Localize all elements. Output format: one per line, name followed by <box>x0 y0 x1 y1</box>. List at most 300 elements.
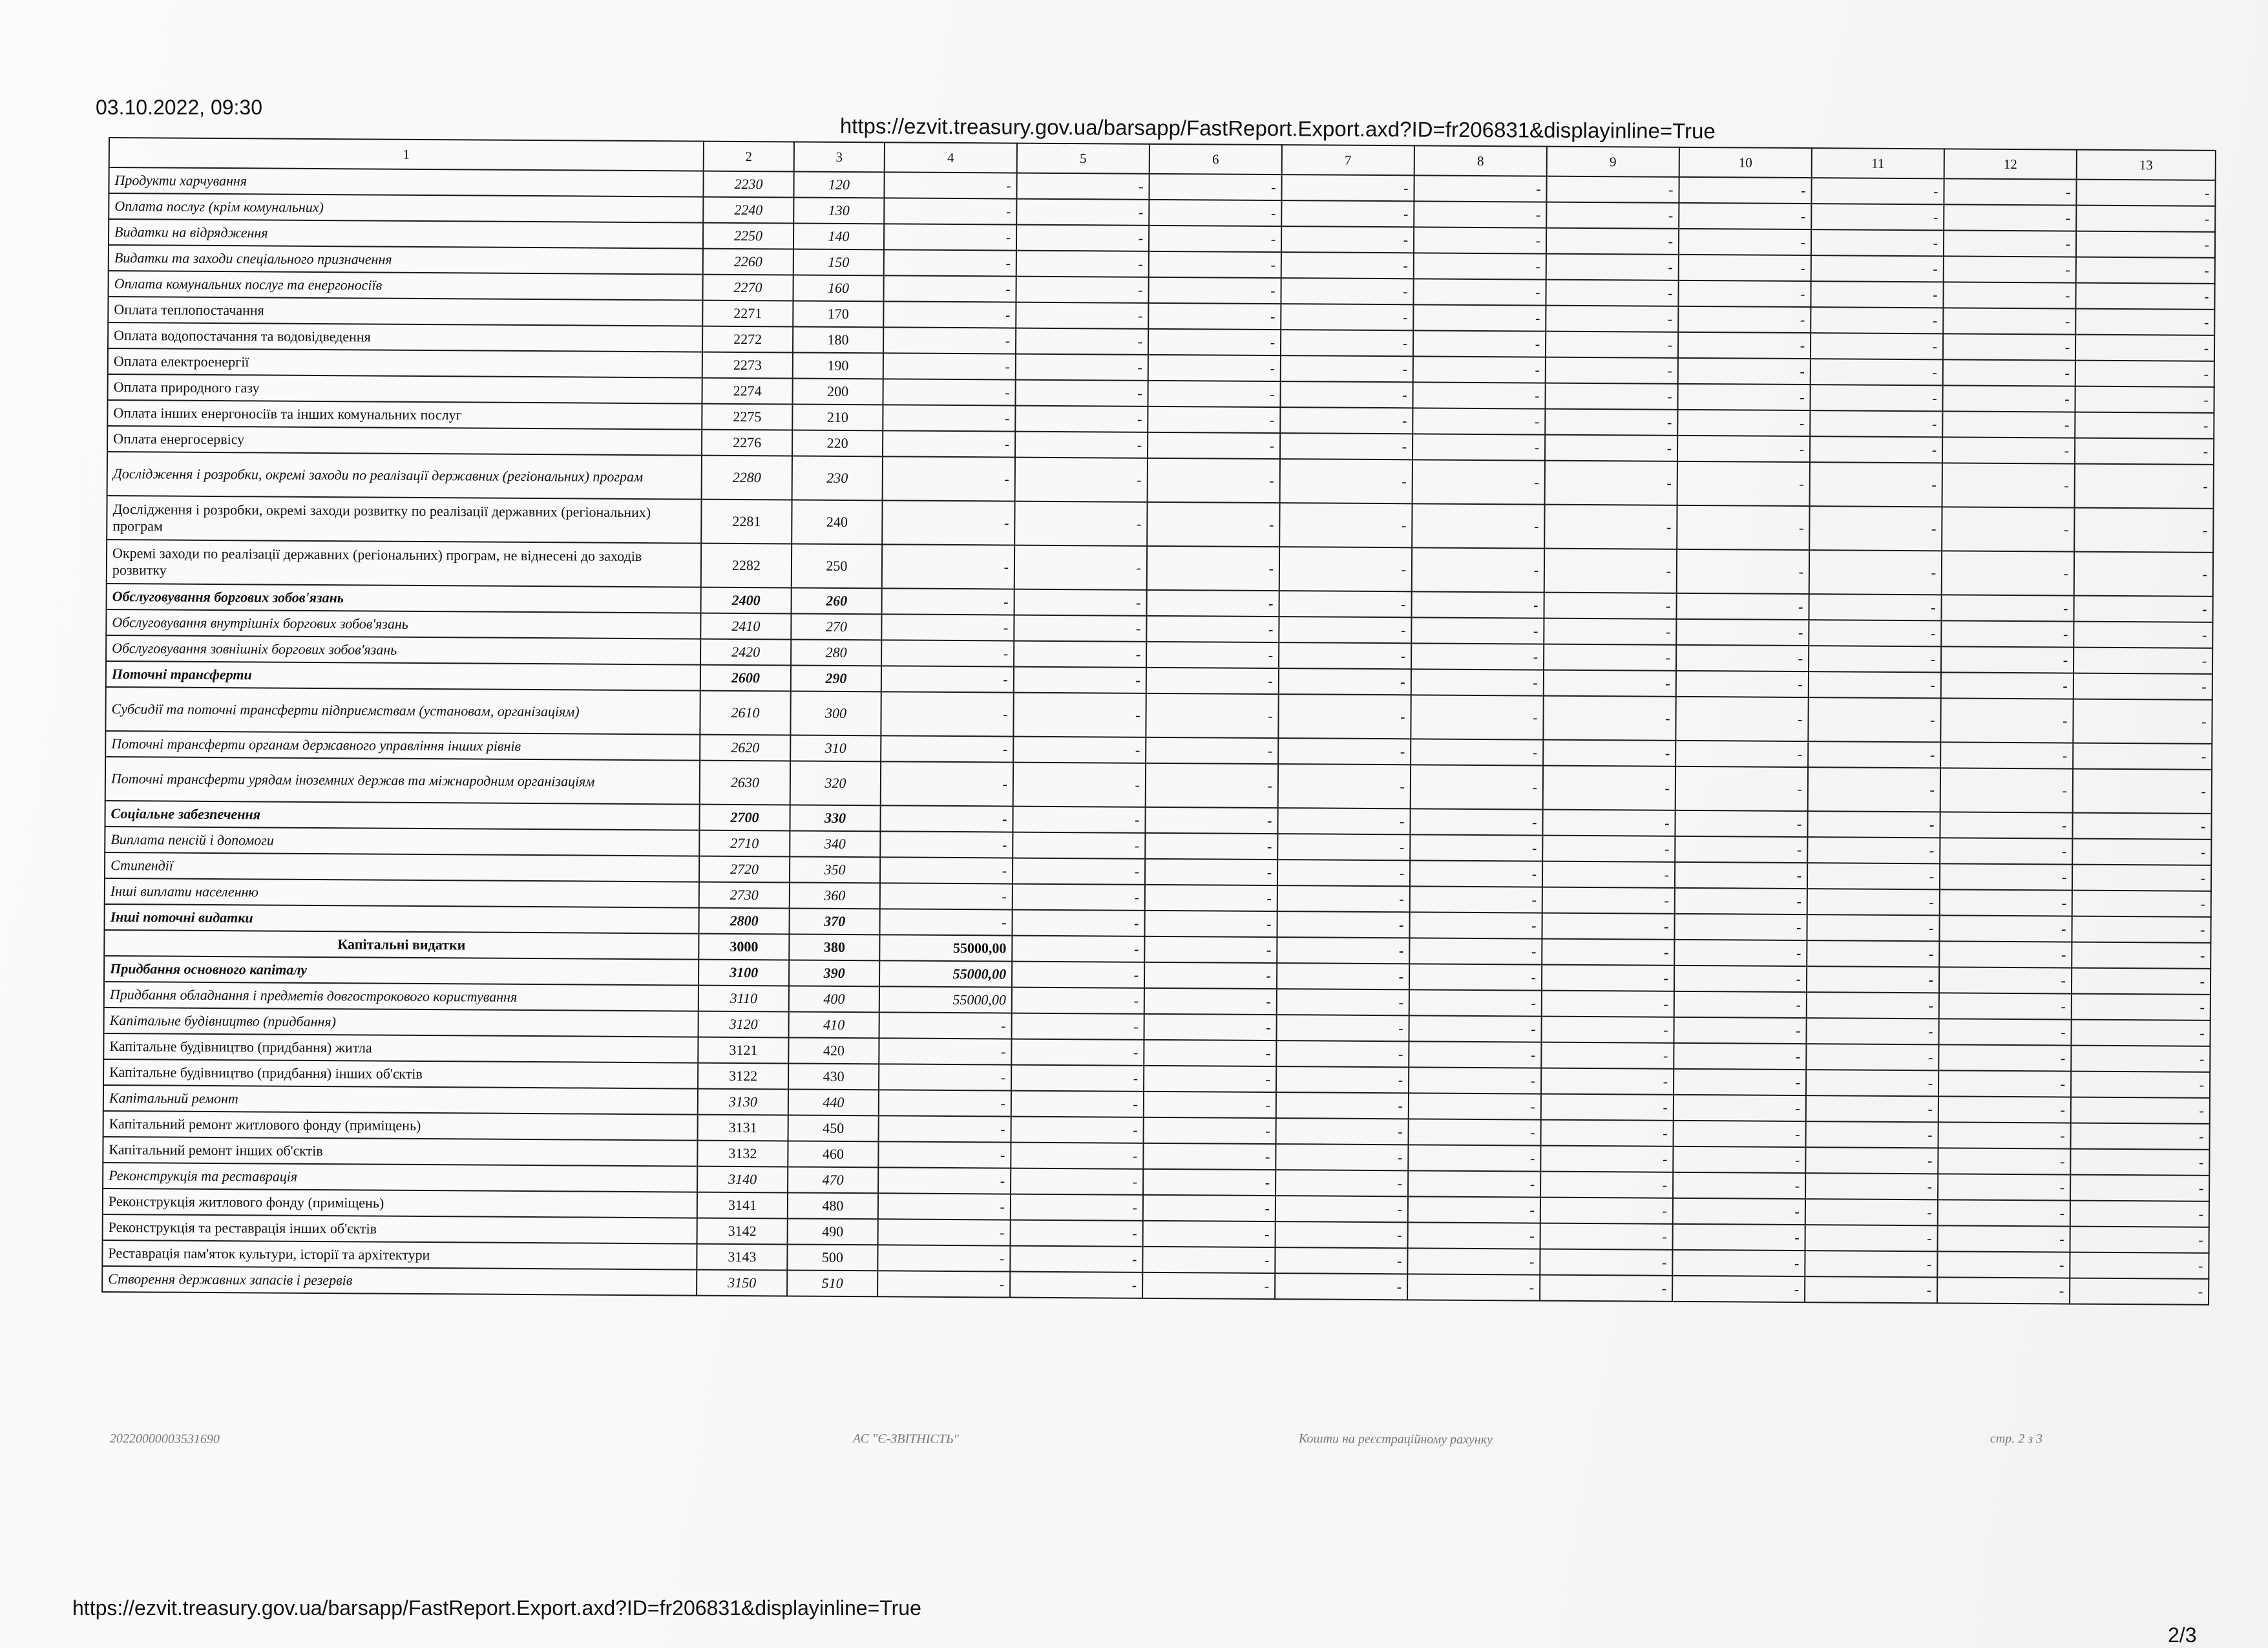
cell-value: - <box>1410 808 1542 835</box>
column-number: 2 <box>704 142 794 172</box>
cell-value: - <box>1408 1196 1540 1223</box>
cell-value: - <box>2075 309 2214 335</box>
line-code: 350 <box>790 856 880 883</box>
cell-value: - <box>1412 408 1545 434</box>
cell-value: - <box>1544 670 1676 697</box>
cell-value: - <box>1014 502 1147 546</box>
cell-value: - <box>1675 697 1808 741</box>
cell-value: - <box>1674 914 1807 940</box>
cell-value: - <box>2075 386 2214 413</box>
kekv-code: 2273 <box>702 352 793 379</box>
cell-value: - <box>877 1271 1010 1297</box>
cell-value: - <box>1811 178 1944 204</box>
cell-value: - <box>1144 936 1277 963</box>
cell-value: - <box>1146 642 1279 668</box>
cell-value: - <box>1409 938 1542 964</box>
column-number: 4 <box>885 142 1017 173</box>
cell-value: - <box>1541 1120 1674 1146</box>
row-name: Дослідження і розробки, окремі заходи по реалізації державних (регіональних) програм <box>107 452 702 500</box>
line-code: 430 <box>788 1063 879 1090</box>
cell-value: - <box>2071 1097 2210 1124</box>
line-code: 420 <box>788 1037 879 1064</box>
line-code: 370 <box>789 908 879 935</box>
cell-value: - <box>1807 966 1939 993</box>
cell-value: - <box>1543 740 1675 766</box>
cell-value: - <box>1810 462 1942 507</box>
cell-value: - <box>1806 1018 1938 1044</box>
cell-value: - <box>2072 942 2210 969</box>
cell-value: - <box>1941 620 2074 647</box>
cell-value: - <box>2074 673 2212 700</box>
kekv-code: 2720 <box>699 856 790 883</box>
column-number: 11 <box>1812 148 1944 178</box>
cell-value: - <box>1413 356 1546 383</box>
cell-value: - <box>1142 1273 1275 1299</box>
cell-value: - <box>2070 1278 2209 1305</box>
line-code: 220 <box>792 430 883 456</box>
account-note: Кошти на реєстраційному рахунку <box>1298 1431 1493 1447</box>
line-code: 470 <box>788 1167 878 1193</box>
cell-value: - <box>1674 1043 1806 1070</box>
kekv-code: 3130 <box>698 1089 788 1115</box>
cell-value: - <box>1540 1172 1673 1198</box>
cell-value: - <box>1938 1122 2070 1148</box>
cell-value: - <box>1673 1146 1805 1173</box>
cell-value: - <box>1144 962 1277 989</box>
cell-value: - <box>1938 1199 2070 1226</box>
cell-value: - <box>1015 406 1148 432</box>
cell-value: - <box>2076 180 2215 206</box>
line-code: 510 <box>787 1270 877 1296</box>
cell-value: - <box>1144 1040 1276 1066</box>
line-code: 360 <box>790 882 880 909</box>
cell-value: - <box>1015 432 1148 458</box>
line-code: 490 <box>788 1218 878 1245</box>
cell-value: - <box>1811 255 1944 282</box>
cell-value: - <box>879 1012 1012 1039</box>
cell-value: - <box>1938 1096 2071 1123</box>
cell-value: - <box>1277 860 1410 886</box>
cell-value: - <box>1145 807 1277 834</box>
cell-value: - <box>1276 1170 1408 1196</box>
row-name: Окремі заходи по реалізації державних (регіональних) програм, не віднесені до заходів розвитку <box>107 540 701 587</box>
row-name: Оплата енергосервісу <box>107 426 702 456</box>
cell-value: - <box>2072 968 2210 995</box>
cell-value: - <box>1940 768 2073 812</box>
cell-value: - <box>1275 1247 1407 1274</box>
cell-value: - <box>1811 204 1944 230</box>
kekv-code: 2620 <box>700 735 790 761</box>
cell-value: - <box>1280 381 1412 408</box>
cell-value: - <box>880 857 1013 883</box>
cell-value: - <box>1279 668 1411 695</box>
cell-value: - <box>1013 807 1145 833</box>
cell-value: - <box>1148 381 1280 407</box>
cell-value: - <box>2073 743 2212 770</box>
cell-value: - <box>1677 461 1810 506</box>
cell-value: - <box>1280 433 1412 460</box>
cell-value: - <box>878 1219 1011 1245</box>
cell-value: - <box>1279 642 1411 669</box>
row-name: Капітальний ремонт інших об'єктів <box>103 1137 697 1167</box>
cell-value: - <box>1546 280 1678 306</box>
line-code: 230 <box>792 456 883 500</box>
cell-value: - <box>883 327 1016 354</box>
cell-value: - <box>2072 813 2211 840</box>
line-code: 500 <box>787 1244 877 1271</box>
line-code: 330 <box>790 805 880 831</box>
cell-value: - <box>1143 1169 1276 1196</box>
row-name: Оплата електроенергії <box>108 348 702 378</box>
cell-value: - <box>2075 412 2214 439</box>
row-name: Придбання основного капіталу <box>104 956 698 986</box>
kekv-code: 3131 <box>698 1115 788 1141</box>
cell-value: - <box>1412 547 1544 592</box>
line-code: 380 <box>789 934 879 960</box>
cell-value: - <box>1546 254 1679 280</box>
cell-value: - <box>1012 962 1144 988</box>
cell-value: - <box>1413 279 1546 305</box>
cell-value: - <box>1276 1092 1409 1119</box>
kekv-code: 3100 <box>698 960 789 986</box>
row-name: Реконструкція та реставрація <box>103 1163 697 1192</box>
column-number: 12 <box>1944 149 2077 179</box>
cell-value: - <box>2072 865 2211 891</box>
kekv-code: 3132 <box>697 1141 788 1167</box>
line-code: 120 <box>793 171 884 198</box>
cell-value: - <box>1277 937 1409 964</box>
cell-value: - <box>1281 355 1413 382</box>
cell-value: - <box>1277 808 1410 834</box>
cell-value: - <box>1674 966 1807 992</box>
cell-value: - <box>1943 308 2075 334</box>
kekv-code: 2800 <box>698 908 789 935</box>
cell-value: - <box>1675 810 1807 837</box>
column-number: 6 <box>1150 144 1282 174</box>
cell-value: - <box>2070 1123 2209 1150</box>
cell-value: - <box>2073 699 2212 744</box>
cell-value: - <box>881 614 1014 640</box>
row-name: Обслуговування внутрішніх боргових зобов'язань <box>106 609 700 639</box>
cell-value: - <box>1414 227 1546 253</box>
cell-value: 55000,00 <box>879 986 1012 1013</box>
cell-value: - <box>1011 1039 1144 1066</box>
cell-value: - <box>1540 1275 1672 1302</box>
kekv-code: 2710 <box>699 830 790 857</box>
cell-value: - <box>1280 459 1412 503</box>
cell-value: - <box>1810 385 1942 411</box>
kekv-code: 2274 <box>702 378 792 405</box>
cell-value: - <box>1676 593 1809 620</box>
cell-value: - <box>1673 1172 1805 1199</box>
cell-value: - <box>881 735 1013 762</box>
cell-value: - <box>1541 1068 1674 1095</box>
row-name: Оплата теплопостачання <box>108 297 702 326</box>
cell-value: - <box>1937 1277 2070 1304</box>
line-code: 210 <box>792 404 883 430</box>
cell-value: - <box>2071 1046 2210 1072</box>
cell-value: - <box>1942 463 2075 507</box>
cell-value: - <box>1943 282 2075 308</box>
cell-value: - <box>1281 174 1414 201</box>
cell-value: - <box>882 588 1014 615</box>
row-name: Видатки та заходи спеціального призначення <box>109 245 703 275</box>
cell-value: - <box>1544 549 1677 593</box>
cell-value: - <box>1413 304 1546 331</box>
cell-value: - <box>1011 1168 1143 1195</box>
cell-value: - <box>1941 672 2074 699</box>
cell-value: - <box>1143 1221 1276 1247</box>
cell-value: - <box>1016 302 1148 329</box>
cell-value: - <box>1148 432 1280 459</box>
cell-value: - <box>1277 834 1410 860</box>
cell-value: - <box>1408 1170 1540 1197</box>
cell-value: - <box>1545 435 1677 461</box>
line-code: 280 <box>791 639 881 666</box>
cell-value: - <box>1806 1044 1938 1070</box>
cell-value: - <box>1811 281 1943 308</box>
cell-value: - <box>1545 383 1677 410</box>
cell-value: - <box>2075 438 2214 465</box>
cell-value: - <box>1938 1148 2070 1174</box>
cell-value: - <box>1146 693 1278 738</box>
cell-value: - <box>880 831 1013 858</box>
kekv-code: 2270 <box>702 275 793 301</box>
kekv-code: 3000 <box>698 934 789 960</box>
cell-value: - <box>1544 644 1676 671</box>
kekv-code: 2240 <box>703 197 793 224</box>
kekv-code: 2281 <box>701 500 792 544</box>
cell-value: - <box>1540 1249 1672 1276</box>
line-code: 460 <box>788 1141 878 1167</box>
cell-value: - <box>1542 810 1675 836</box>
cell-value: - <box>1542 913 1674 940</box>
row-name: Створення державних запасів і резервів <box>102 1266 697 1296</box>
cell-value: - <box>1012 988 1144 1014</box>
cell-value: - <box>1809 671 1941 698</box>
cell-value: - <box>1413 330 1546 357</box>
cell-value: - <box>1276 1066 1409 1093</box>
line-code: 290 <box>791 665 881 692</box>
cell-value: - <box>2072 916 2210 943</box>
cell-value: - <box>1540 1198 1673 1224</box>
cell-value: - <box>1808 697 1940 742</box>
cell-value: - <box>1938 1070 2071 1097</box>
cell-value: - <box>1673 1224 1805 1251</box>
cell-value: - <box>1149 251 1281 278</box>
cell-value: - <box>1412 434 1545 460</box>
cell-value: - <box>2075 464 2214 509</box>
cell-value: - <box>1674 991 1807 1018</box>
cell-value: - <box>1015 458 1148 502</box>
cell-value: - <box>1805 1147 1938 1174</box>
column-number: 1 <box>109 138 704 171</box>
cell-value: - <box>1147 590 1279 617</box>
cell-value: - <box>1944 204 2076 231</box>
row-name: Поточні трансферти органам державного управління інших рівнів <box>105 731 700 761</box>
cell-value: - <box>1012 1013 1144 1040</box>
sheet-page-number: стр. 2 з 3 <box>1990 1431 2043 1446</box>
cell-value: - <box>878 1141 1011 1168</box>
cell-value: - <box>1674 1069 1806 1095</box>
cell-value: - <box>1939 941 2072 967</box>
cell-value: - <box>1014 545 1147 590</box>
kekv-code: 3141 <box>697 1192 788 1219</box>
cell-value: - <box>2070 1175 2209 1201</box>
cell-value: - <box>1678 280 1811 307</box>
cell-value: - <box>1408 1145 1540 1171</box>
cell-value: - <box>1147 502 1279 547</box>
cell-value: - <box>1805 1251 1937 1277</box>
cell-value: - <box>1414 175 1546 202</box>
cell-value: - <box>1411 695 1543 739</box>
system-name: АС "Є-ЗВІТНІСТЬ" <box>852 1431 960 1447</box>
cell-value: - <box>1673 1198 1805 1225</box>
cell-value: - <box>1811 359 1943 385</box>
cell-value: - <box>1805 1199 1938 1225</box>
cell-value: - <box>1011 1065 1144 1092</box>
cell-value: - <box>1940 863 2072 890</box>
cell-value: - <box>1811 229 1944 256</box>
cell-value: - <box>884 172 1016 198</box>
cell-value: - <box>1013 884 1145 911</box>
cell-value: - <box>1279 547 1412 591</box>
cell-value: - <box>1016 277 1148 303</box>
column-number: 7 <box>1282 145 1414 175</box>
cell-value: - <box>882 500 1014 545</box>
cell-value: - <box>879 1064 1011 1090</box>
cell-value: - <box>1679 177 1811 204</box>
kekv-code: 2282 <box>701 544 792 588</box>
cell-value: - <box>1944 230 2076 257</box>
cell-value: - <box>1676 619 1809 646</box>
kekv-code: 3120 <box>698 1011 789 1038</box>
cell-value: - <box>1806 1070 1938 1096</box>
line-code: 450 <box>788 1115 879 1141</box>
row-name: Видатки на відрядження <box>109 219 703 249</box>
cell-value: - <box>1281 304 1413 330</box>
cell-value: - <box>1013 737 1146 763</box>
cell-value: - <box>1943 333 2075 360</box>
row-name: Поточні трансферти урядам іноземних держав та міжнародним організаціям <box>105 757 700 805</box>
cell-value: - <box>1807 914 1939 941</box>
cell-value: - <box>883 430 1015 457</box>
cell-value: - <box>1410 834 1542 861</box>
cell-value: - <box>1016 328 1148 355</box>
line-code: 390 <box>789 960 879 986</box>
line-code: 130 <box>793 197 884 224</box>
cell-value: - <box>1148 303 1281 330</box>
cell-value: - <box>1276 1144 1408 1170</box>
kekv-code: 3150 <box>697 1270 787 1296</box>
row-name: Поточні трансферти <box>106 661 700 691</box>
cell-value: - <box>1807 863 1940 889</box>
cell-value: - <box>1677 410 1810 436</box>
cell-value: - <box>1807 837 1940 863</box>
row-name: Капітальний ремонт житлового фонду (приміщень) <box>103 1111 698 1141</box>
cell-value: - <box>1544 505 1677 549</box>
kekv-code: 3142 <box>697 1218 788 1245</box>
cell-value: - <box>1409 1067 1541 1093</box>
cell-value: - <box>1677 384 1810 410</box>
kekv-code: 2400 <box>701 587 792 614</box>
row-name: Обслуговування зовнішніх боргових зобов'язань <box>106 635 700 665</box>
line-code: 480 <box>788 1192 878 1219</box>
kekv-code: 2272 <box>702 326 793 353</box>
cell-value: - <box>2070 1252 2209 1279</box>
line-code: 270 <box>791 613 881 640</box>
cell-value: - <box>1807 811 1940 838</box>
cell-value: - <box>1678 358 1811 385</box>
cell-value: - <box>1010 1246 1142 1273</box>
cell-value: - <box>1939 993 2072 1019</box>
cell-value: - <box>1408 1222 1540 1249</box>
cell-value: - <box>878 1167 1011 1194</box>
cell-value: - <box>1542 887 1675 914</box>
cell-value: - <box>1810 410 1942 437</box>
row-name: Продукти харчування <box>109 167 703 197</box>
kekv-code: 3121 <box>698 1037 788 1064</box>
cell-value: - <box>1940 698 2073 743</box>
cell-value: - <box>1674 1121 1806 1147</box>
cell-value: - <box>1142 1247 1275 1273</box>
kekv-code: 3140 <box>697 1167 788 1193</box>
cell-value: - <box>1676 671 1809 697</box>
cell-value: - <box>1542 836 1675 862</box>
cell-value: - <box>1939 967 2072 993</box>
cell-value: - <box>1409 964 1542 990</box>
line-code: 440 <box>788 1089 879 1115</box>
cell-value: - <box>1144 1014 1276 1041</box>
cell-value: - <box>1409 1093 1541 1119</box>
cell-value: - <box>1414 201 1546 227</box>
cell-value: - <box>1147 546 1279 591</box>
cell-value: - <box>1011 1220 1143 1247</box>
cell-value: - <box>881 666 1014 692</box>
row-name: Стипендії <box>105 852 699 882</box>
cell-value: - <box>1146 763 1278 808</box>
column-number: 8 <box>1414 145 1547 176</box>
line-code: 150 <box>793 249 884 275</box>
cell-value: - <box>2075 283 2214 310</box>
cell-value: - <box>1281 252 1414 279</box>
cell-value: - <box>1016 173 1149 200</box>
cell-value: - <box>2074 508 2213 553</box>
line-code: 340 <box>790 830 880 857</box>
kekv-code: 2630 <box>700 761 790 805</box>
cell-value: - <box>1409 1119 1541 1145</box>
cell-value: - <box>1805 1276 1937 1303</box>
cell-value: - <box>1809 550 1942 595</box>
cell-value: - <box>1012 910 1144 936</box>
cell-value: - <box>1938 1225 2070 1252</box>
cell-value: - <box>1144 988 1277 1015</box>
line-code: 320 <box>790 761 881 805</box>
row-name: Субсидії та поточні трансферти підприємствам (установам, організаціям) <box>105 687 700 735</box>
cell-value: - <box>1276 1041 1409 1067</box>
cell-value: - <box>1675 888 1807 914</box>
cell-value: - <box>1411 669 1544 695</box>
cell-value: - <box>1942 411 2075 438</box>
cell-value: - <box>1811 307 1943 333</box>
cell-value: - <box>1679 229 1811 255</box>
cell-value: - <box>1148 277 1281 304</box>
cell-value: - <box>1278 694 1411 739</box>
cell-value: - <box>882 544 1014 589</box>
cell-value: - <box>1546 228 1679 255</box>
cell-value: - <box>1410 886 1542 913</box>
cell-value: - <box>1279 591 1412 617</box>
